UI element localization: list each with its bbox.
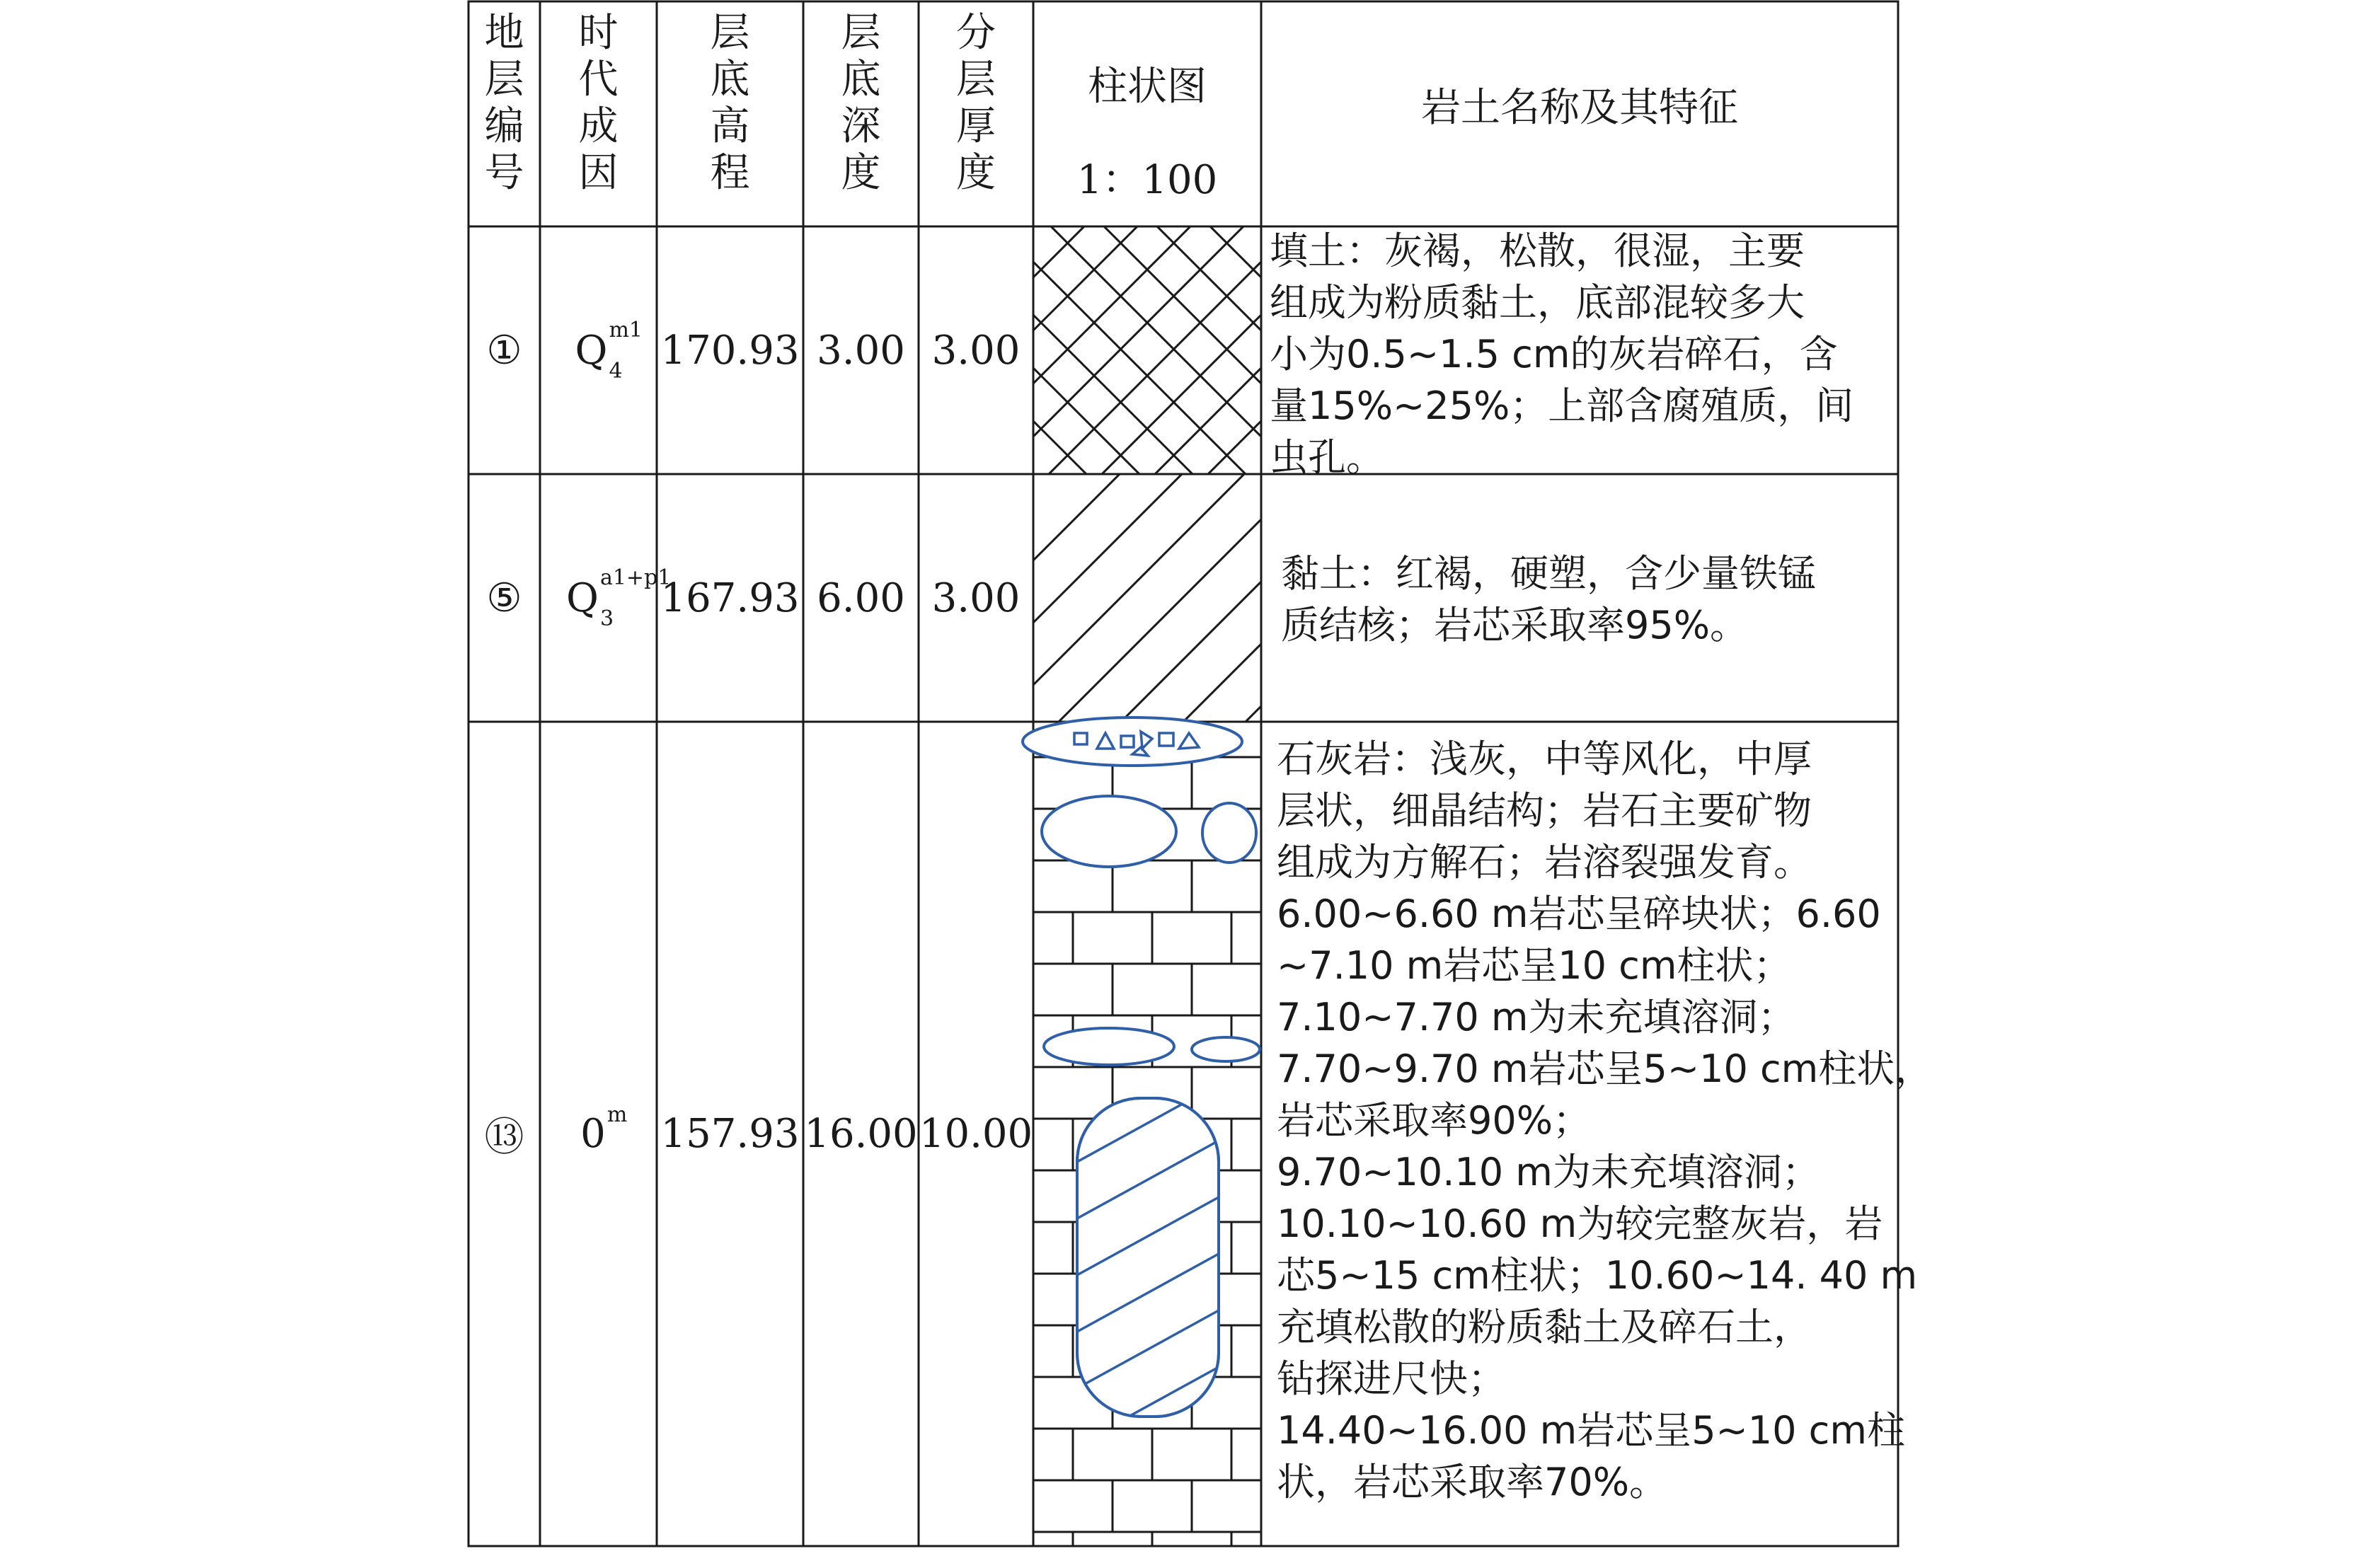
row-3-description: 石灰岩：浅灰，中等风化，中厚 层状，细晶结构；岩石主要矿物 组成为方解石；岩溶裂强发育。 6.00~6.60 m岩芯呈碎块状；6.60 ~7.10 m岩芯呈10 cm柱状； 7.10~7.70 m为未充填溶洞； 7.70~9.70 m岩芯呈5~10 cm柱状， 岩芯采取率90%； 9.70~10.10 m为未充填溶洞； 10.10~10.60 m为较完整灰岩，岩 芯5~15 cm柱状；10.60~14. 40 m 充填松散的粉质黏土及碎石土， 钻探进尺快； 14.40~16.00 m岩芯呈5~10 cm柱 状，岩芯采取率70%。 (1277, 737, 1933, 1504)
row-1-age: Q m1 4 (575, 317, 643, 384)
diagonal-hatch-line (1033, 457, 1261, 685)
filled-cave-capsule (1077, 1098, 1219, 1417)
row-2-layer: ⑤ (486, 575, 522, 621)
row-2-depth: 6.00 (817, 575, 905, 621)
row-1-layer: ① (486, 327, 522, 374)
header-bottom-depth: 层 底 深 度 (841, 10, 881, 196)
header-bottom-elevation: 层 底 高 程 (710, 10, 750, 196)
header-layer-no: 地 层 编 号 (484, 10, 524, 196)
row-1-elevation: 170.93 (660, 327, 800, 374)
diagonal-hatch-line (1033, 519, 1261, 747)
header-column-scale: 1：100 (1076, 157, 1218, 203)
row-2-elevation: 167.93 (660, 575, 800, 621)
row-1-depth: 3.00 (817, 327, 905, 374)
header-age-genesis: 时 代 成 因 (578, 10, 619, 196)
header-column-title: 柱状图 (1088, 64, 1207, 110)
cavity-ellipse-small (1202, 803, 1256, 863)
cavity-hatch-line (1077, 1424, 1219, 1501)
diagonal-hatch-line (1033, 333, 1261, 560)
cavity-ellipse-large (1042, 796, 1176, 867)
header-thickness: 分 层 厚 度 (956, 10, 996, 196)
row-1-description: 填土：灰褐，松散，很湿，主要 组成为粉质黏土，底部混较多大 小为0.5~1.5 cm的灰岩碎石，含 量15%~25%；上部含腐殖质，间 虫孔。 (1270, 229, 1854, 480)
diagonal-hatch-line (1033, 893, 1261, 1121)
open-cave-ellipse-small (1192, 1037, 1260, 1061)
row-2-thickness: 3.00 (931, 575, 1021, 621)
diagonal-hatch-line (1033, 582, 1261, 809)
row-3-elevation: 157.93 (660, 1111, 800, 1157)
row-3-thickness: 10.00 (919, 1111, 1033, 1157)
diagonal-hatch-line (1033, 831, 1261, 1059)
broken-core-ellipse (1023, 717, 1242, 766)
row-1-thickness: 3.00 (931, 327, 1021, 374)
header-description: 岩土名称及其特征 (1421, 85, 1738, 131)
row-3-layer: ⑬ (484, 1114, 524, 1160)
row-3-age: 0 m (580, 1102, 628, 1157)
row-3-depth: 16.00 (804, 1111, 918, 1157)
open-cave-ellipse (1044, 1028, 1174, 1065)
row-2-description: 黏土：红褐，硬塑，含少量铁锰 质结核；岩芯采取率95%。 (1281, 551, 1816, 647)
row-2-age: Q a1+p1 3 (566, 565, 672, 631)
